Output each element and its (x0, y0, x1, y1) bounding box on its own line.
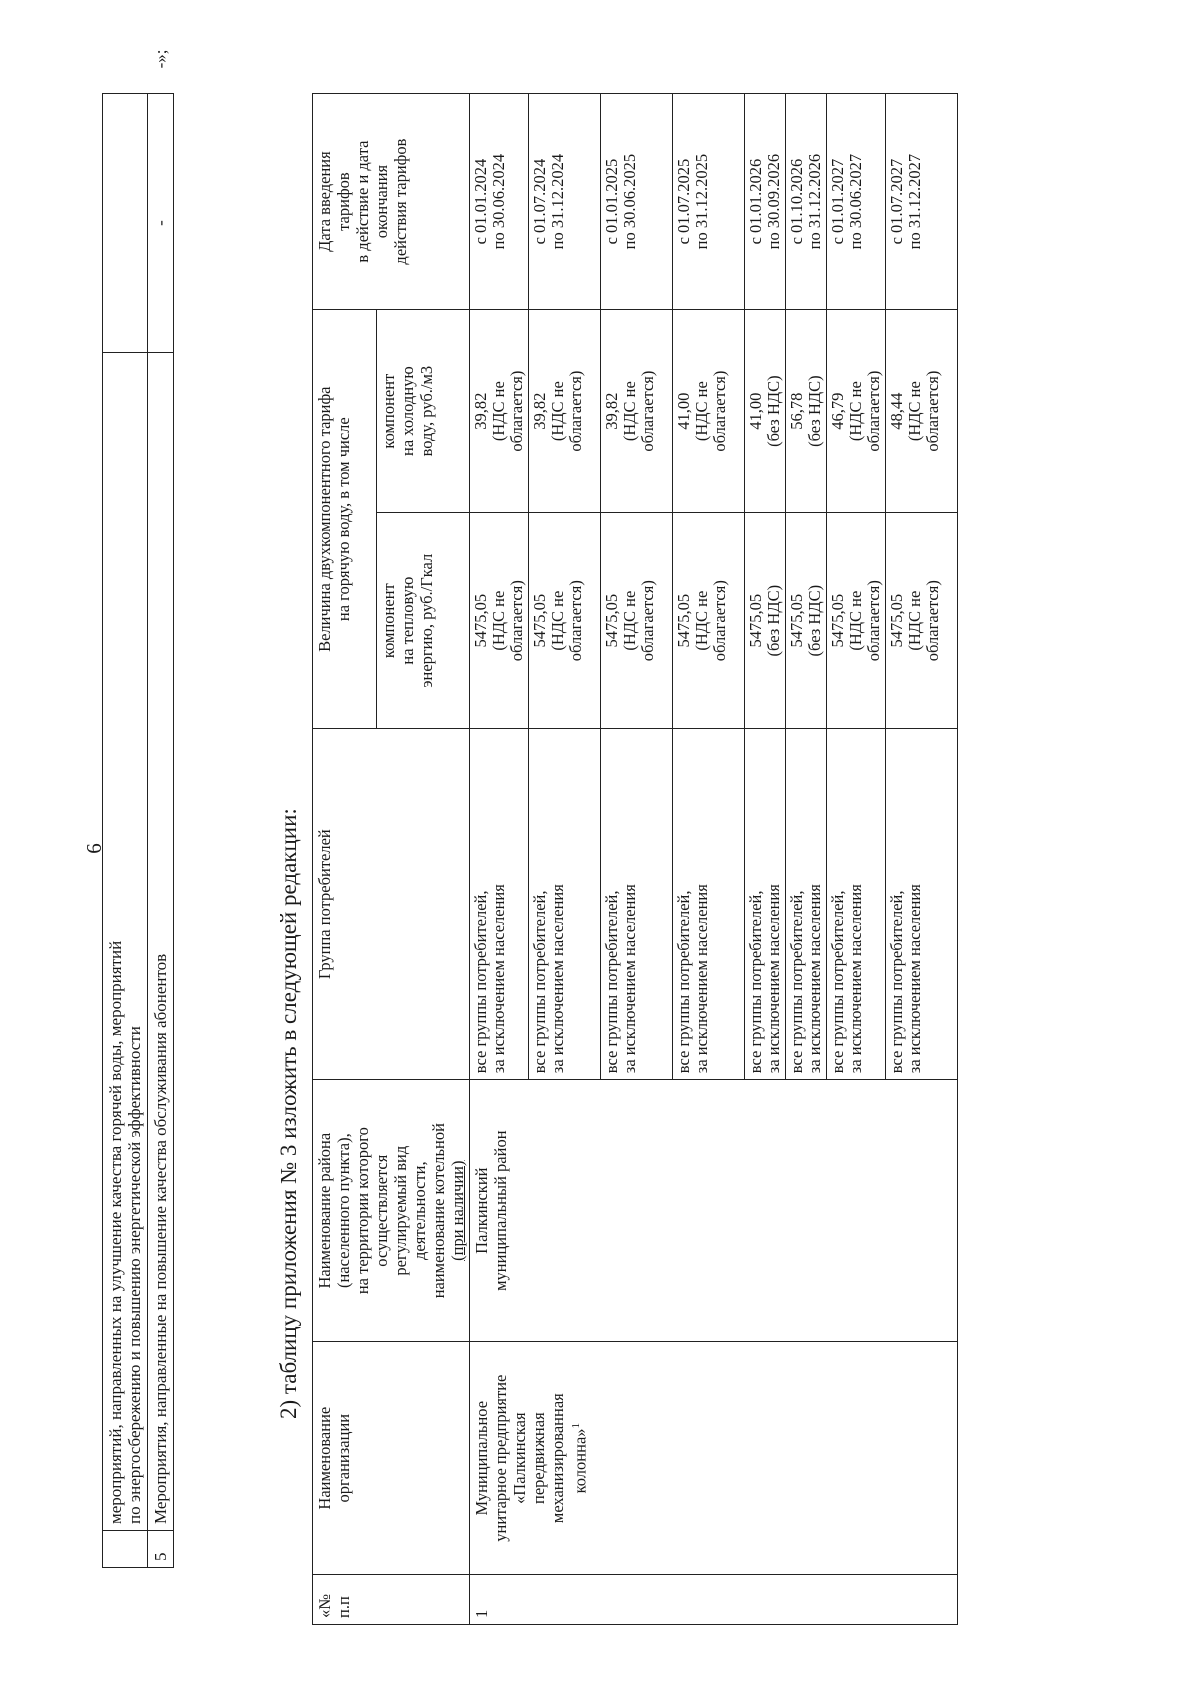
row-value: - -»; (148, 94, 174, 353)
row-number: 5 (148, 1531, 174, 1568)
heat-component-value: 5475,05 (без НДС) (745, 513, 786, 729)
consumer-group: все группы потребителей, за исключением населения (601, 729, 673, 1080)
header-consumer-group: Группа потребителей (313, 729, 470, 1080)
row-text: Мероприятия, направленные на повышение качества обслуживания абонентов (148, 353, 174, 1531)
consumer-group: все группы потребителей, за исключением населения (673, 729, 745, 1080)
consumer-group: все группы потребителей, за исключением населения (827, 729, 886, 1080)
row-number (103, 1531, 148, 1568)
header-organization: Наименование организации (313, 1342, 470, 1575)
tariff-period: с 01.07.2025 по 31.12.2025 (673, 94, 745, 310)
header-num: «№ п.п (313, 1575, 470, 1625)
heat-component-value: 5475,05 (НДС не облагается) (470, 513, 529, 729)
consumer-group: все группы потребителей, за исключением населения (470, 729, 529, 1080)
cold-component-value: 46,79 (НДС не облагается) (827, 310, 886, 513)
consumer-group: все группы потребителей, за исключением населения (786, 729, 827, 1080)
header-row (313, 94, 377, 1625)
consumer-group: все группы потребителей, за исключением населения (886, 729, 958, 1080)
organization-name: Муниципальное унитарное предприятие «Палкинская передвижная механизированная колонна»$^1$ (470, 1342, 958, 1575)
consumer-group: все группы потребителей, за исключением населения (745, 729, 786, 1080)
tariff-period: с 01.01.2026 по 30.09.2026 (745, 94, 786, 310)
table-row (148, 94, 174, 1568)
header-district: Наименование района (населенного пункта), на территории которого осуществляется регулируемый вид деятельности, наименование котельной (при наличии) (313, 1080, 470, 1342)
header-heat-component: компонент на тепловую энергию, руб./Гкал (377, 513, 470, 729)
cold-component-value: 39,82 (НДС не облагается) (601, 310, 673, 513)
tariff-period: с 01.07.2027 по 31.12.2027 (886, 94, 958, 310)
cold-component-value: 56,78 (без НДС) (786, 310, 827, 513)
cold-component-value: 39,82 (НДС не облагается) (529, 310, 601, 513)
heat-component-value: 5475,05 (без НДС) (786, 513, 827, 729)
heat-component-value: 5475,05 (НДС не облагается) (673, 513, 745, 729)
heat-component-value: 5475,05 (НДС не облагается) (601, 513, 673, 729)
row-text: мероприятий, направленных на улучшение качества горячей воды, мероприятий по энергосбережению и повышению энергетической эффективности (103, 353, 148, 1531)
footnote-marker: 1 (570, 1422, 582, 1429)
cold-component-value: 41,00 (без НДС) (745, 310, 786, 513)
table-row (470, 94, 529, 1625)
row-value (103, 94, 148, 353)
heat-component-value: 5475,05 (НДС не облагается) (529, 513, 601, 729)
heat-component-value: 5475,05 (НДС не облагается) (827, 513, 886, 729)
tariff-table (312, 93, 958, 1625)
header-cold-component: компонент на холодную воду, руб./м3 (377, 310, 470, 513)
tariff-period: с 01.10.2026 по 31.12.2026 (786, 94, 827, 310)
tariff-period: с 01.01.2027 по 30.06.2027 (827, 94, 886, 310)
heat-component-value: 5475,05 (НДС не облагается) (886, 513, 958, 729)
tariff-period: с 01.07.2024 по 31.12.2024 (529, 94, 601, 310)
amendment-caption: 2) таблицу приложения № 3 изложить в следующей редакции: (276, 808, 301, 1419)
tariff-period: с 01.01.2024 по 30.06.2024 (470, 94, 529, 310)
cold-component-value: 41,00 (НДС не облагается) (673, 310, 745, 513)
page-number: 6 (82, 843, 106, 854)
district-name: Палкинский муниципальный район (470, 1080, 958, 1342)
header-tariff: Величина двухкомпонентного тарифа на горячую воду, в том числе (313, 310, 377, 729)
consumer-group: все группы потребителей, за исключением населения (529, 729, 601, 1080)
tariff-period: с 01.01.2025 по 30.06.2025 (601, 94, 673, 310)
cold-component-value: 39,82 (НДС не облагается) (470, 310, 529, 513)
previous-table-fragment (102, 49, 174, 1568)
header-dates: Дата введения тарифов в действие и дата окончания действия тарифов (313, 94, 470, 310)
row-number: 1 (470, 1575, 958, 1625)
table-row (103, 94, 148, 1568)
cold-component-value: 48,44 (НДС не облагается) (886, 310, 958, 513)
